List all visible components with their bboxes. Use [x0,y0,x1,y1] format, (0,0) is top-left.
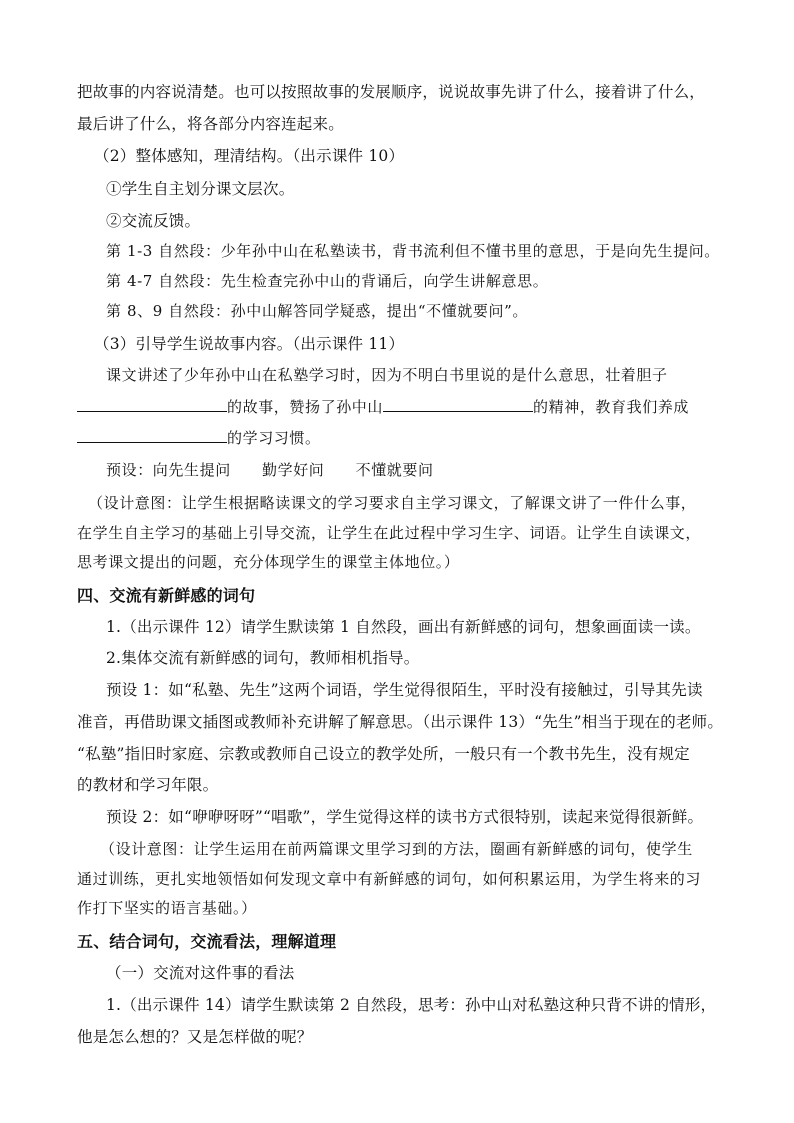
step2-item-1: ①学生自主划分课文层次。 [106,180,295,198]
step2-title: （2）整体感知，理清结构。（出示课件 10） [94,147,405,165]
intro-line-2: 最后讲了什么，将各部分内容连起来。 [77,115,344,133]
section-5-item-1-line-1: 1.（出示课件 14）请学生默读第 2 自然段，思考：孙中山对私塾这种只背不讲的情形， [106,996,717,1014]
fill-sentence-2b: 的精神，教育我们养成 [533,398,690,416]
design-intent-2-line-3: 作打下坚实的语言基础。） [77,899,257,917]
fill-sentence-1: 课文讲述了少年孙中山在私塾学习时，因为不明白书里说的是什么意思，壮着胆子 [106,366,668,384]
structure-para-3: 第 8、9 自然段：孙中山解答同学疑惑，提出“不懂就要问”。 [106,302,528,320]
answer-blank-3[interactable] [77,428,227,443]
step3-title: （3）引导学生说故事内容。（出示课件 11） [94,335,405,353]
fill-sentence-2a: 的故事，赞扬了孙中山 [227,398,384,416]
section-4-item-2: 2.集体交流有新鲜感的词句，教师相机指导。 [106,649,420,667]
step3-preset: 预设：向先生提问 勤学好问 不懂就要问 [106,461,434,479]
preset-1-line-3: “私塾”指旧时家庭、宗教或教师自己设立的教学处所，一般只有一个教书先生，没有规定 [77,745,690,763]
fill-sentence-2 [77,396,689,417]
section-4-heading: 四、交流有新鲜感的词句 [77,586,256,605]
intro-line-1: 把故事的内容说清楚。也可以按照故事的发展顺序，说说故事先讲了什么，接着讲了什么， [77,83,706,101]
section-4-item-1: 1.（出示课件 12）请学生默读第 1 自然段，画出有新鲜感的词句，想象画面读一读。 [106,618,701,636]
preset-1-line-2: 准音，再借助课文插图或教师补充讲解了解意思。（出示课件 13）“先生”相当于现在的老师。 [77,713,724,731]
section-5-heading: 五、结合词句，交流看法，理解道理 [77,932,337,951]
answer-blank-2[interactable] [383,397,533,412]
answer-blank-1[interactable] [77,397,227,412]
structure-para-2: 第 4-7 自然段：先生检查完孙中山的背诵后，向学生讲解意思。 [106,272,549,290]
structure-para-1: 第 1-3 自然段：少年孙中山在私塾读书，背书流利但不懂书里的意思，于是向先生提问。 [106,242,720,260]
step2-item-2: ②交流反馈。 [106,212,201,230]
design-intent-1-line-2: 在学生自主学习的基础上引导交流，让学生在此过程中学习生字、词语。让学生自读课文， [77,524,702,542]
design-intent-1-line-1: （设计意图：让学生根据略读课文的学习要求自主学习课文，了解课文讲了一件什么事， [88,494,697,512]
design-intent-1-line-3: 思考课文提出的问题，充分体现学生的课堂主体地位。） [77,553,460,571]
fill-sentence-3-text: 的学习习惯。 [227,429,321,447]
preset-1-line-1: 预设 1：如“私塾、先生”这两个词语，学生觉得很陌生，平时没有接触过，引导其先读 [106,681,703,699]
section-5-item-1-line-2: 他是怎么想的？又是怎样做的呢？ [77,1028,313,1046]
fill-sentence-3 [77,427,321,448]
design-intent-2-line-1: （设计意图：让学生运用在前两篇课文里学习到的方法，圈画有新鲜感的词句，使学生 [100,840,693,858]
preset-1-line-4: 的教材和学习年限。 [77,776,219,794]
design-intent-2-line-2: 通过训练，更扎实地领悟如何发现文章中有新鲜感的词句，如何积累运用，为学生将来的习 [77,870,702,888]
preset-2: 预设 2：如“咿咿呀呀”“唱歌”，学生觉得这样的读书方式很特别，读起来觉得很新鲜。 [106,808,704,826]
section-5-subheading: （一）交流对这件事的看法 [106,964,295,982]
